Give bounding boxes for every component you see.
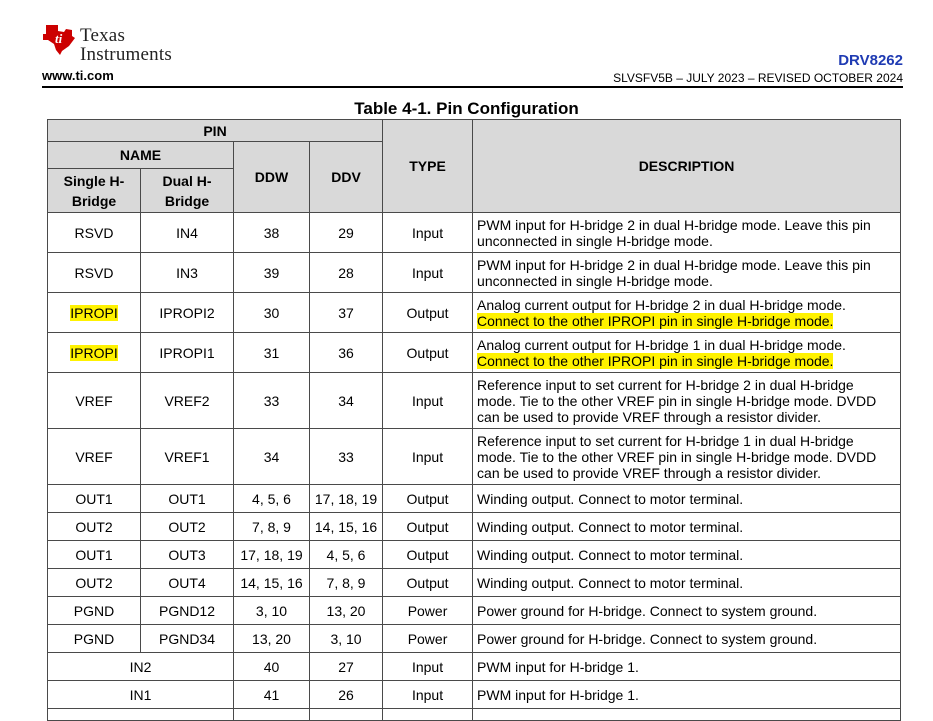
ddw-cell <box>234 333 310 373</box>
type-cell <box>383 373 473 429</box>
pin-row <box>48 513 901 541</box>
ddv-cell <box>310 253 383 293</box>
description-text: Power ground for H-bridge. Connect to system ground. <box>477 630 818 647</box>
empty-cell <box>383 709 473 721</box>
ddv-cell-text: 7, 8, 9 <box>326 574 366 591</box>
description-cell <box>473 429 901 485</box>
description-cell <box>473 625 901 653</box>
description-cell <box>473 485 901 513</box>
pin-row <box>48 373 901 429</box>
ddv-header: DDV <box>310 142 383 213</box>
pin-row <box>48 293 901 333</box>
name-header: NAME <box>48 142 234 169</box>
dual-name-cell <box>141 333 234 373</box>
pin-row <box>48 569 901 597</box>
ddv-cell <box>310 213 383 253</box>
ddw-cell-text: 30 <box>263 304 280 321</box>
description-cell <box>473 253 901 293</box>
single-name-cell-text: OUT1 <box>75 546 113 563</box>
single-name-cell-text: VREF <box>75 448 113 465</box>
pin-row <box>48 429 901 485</box>
single-name-cell-text: OUT1 <box>75 490 113 507</box>
ddw-cell <box>234 485 310 513</box>
pin-row <box>48 597 901 625</box>
type-cell <box>383 541 473 569</box>
description-cell <box>473 569 901 597</box>
dual-name-cell <box>141 253 234 293</box>
description-cell <box>473 373 901 429</box>
ddw-cell <box>234 541 310 569</box>
description-text: Winding output. Connect to motor terminal. <box>477 546 744 563</box>
description-text: Winding output. Connect to motor terminal. <box>477 490 744 507</box>
type-cell <box>383 569 473 597</box>
description-cell <box>473 541 901 569</box>
dual-name-cell-text: IPROPI1 <box>159 344 215 361</box>
single-name-cell-text: OUT2 <box>75 518 113 535</box>
ddw-cell <box>234 513 310 541</box>
pin-rows <box>48 213 901 721</box>
pin-row <box>48 541 901 569</box>
description-text: PWM input for H-bridge 2 in dual H-bridge mode. Leave this pin unconnected in single H-bridge mode. <box>477 256 871 289</box>
type-cell <box>383 253 473 293</box>
type-cell-text: Power <box>407 602 448 619</box>
ddv-cell: 27 <box>310 653 383 681</box>
description-cell <box>473 333 901 373</box>
pin-row <box>48 213 901 253</box>
empty-cell <box>310 709 383 721</box>
ddw-cell <box>234 429 310 485</box>
ti-wordmark: Texas Instruments <box>80 25 172 65</box>
ddw-cell <box>234 569 310 597</box>
type-cell-text: Output <box>406 304 449 321</box>
ti-logo[interactable] <box>42 24 172 64</box>
type-cell-text: Output <box>406 490 449 507</box>
ddw-header: DDW <box>234 142 310 213</box>
ddw-cell <box>234 373 310 429</box>
single-name-cell <box>48 569 141 597</box>
dual-name-cell-text: OUT4 <box>168 574 206 591</box>
single-name-cell <box>48 541 141 569</box>
dual-name-cell-text: IN4 <box>176 224 198 241</box>
ddv-cell <box>310 373 383 429</box>
ddv-cell-text: 14, 15, 16 <box>314 518 378 535</box>
description-text: Reference input to set current for H-bridge 1 in dual H-bridge mode. Tie to the other VREF pin in single H-bridge mode. DVDD can be used to provide VREF through a resistor divider. <box>477 432 877 481</box>
description-cell <box>473 213 901 253</box>
pin-row <box>48 485 901 513</box>
dual-name-cell <box>141 597 234 625</box>
type-cell <box>383 293 473 333</box>
single-name-cell-text: RSVD <box>74 264 114 281</box>
pin-header: PIN <box>48 120 383 142</box>
ddv-cell <box>310 485 383 513</box>
ddw-cell-text: 17, 18, 19 <box>240 546 303 563</box>
single-h-bridge-header: Single H-Bridge <box>48 169 141 213</box>
single-name-cell <box>48 597 141 625</box>
ddv-cell-text: 17, 18, 19 <box>314 490 378 507</box>
description-cell <box>473 513 901 541</box>
type-cell-text: Output <box>406 344 449 361</box>
dual-name-cell-text: IN3 <box>176 264 198 281</box>
dual-name-cell-text: IPROPI2 <box>159 304 215 321</box>
dual-h-bridge-header: Dual H-Bridge <box>141 169 234 213</box>
svg-text:ti: ti <box>55 31 63 46</box>
ddv-cell <box>310 625 383 653</box>
ddv-cell-text: 34 <box>338 392 354 409</box>
empty-cell <box>234 709 310 721</box>
type-cell-text: Input <box>411 392 444 409</box>
ddv-cell <box>310 333 383 373</box>
ddv-cell <box>310 541 383 569</box>
ddw-cell-text: 14, 15, 16 <box>240 574 303 591</box>
ddv-cell <box>310 569 383 597</box>
pin-row <box>48 681 901 709</box>
description-cell: PWM input for H-bridge 1. <box>473 681 901 709</box>
pin-configuration-table <box>47 119 901 721</box>
pin-row <box>48 333 901 373</box>
ddv-cell-text: 37 <box>338 304 354 321</box>
type-cell <box>383 597 473 625</box>
name-merged-cell: IN1 <box>48 681 234 709</box>
ddv-cell <box>310 597 383 625</box>
type-cell-text: Input <box>411 448 444 465</box>
dual-name-cell <box>141 373 234 429</box>
type-header: TYPE <box>383 120 473 213</box>
description-text: PWM input for H-bridge 2 in dual H-bridge mode. Leave this pin unconnected in single H-bridge mode. <box>477 216 871 249</box>
single-name-cell-text: PGND <box>73 630 115 647</box>
dual-name-cell <box>141 513 234 541</box>
ddw-cell <box>234 253 310 293</box>
type-cell-text: Power <box>407 630 448 647</box>
single-name-cell-text: IPROPI <box>70 344 118 361</box>
ddv-cell <box>310 429 383 485</box>
ddw-cell <box>234 293 310 333</box>
ddw-cell-text: 31 <box>263 344 280 361</box>
ddv-cell <box>310 293 383 333</box>
single-name-cell <box>48 373 141 429</box>
single-name-cell <box>48 625 141 653</box>
ddv-cell-text: 4, 5, 6 <box>326 546 366 563</box>
ddv-cell: 26 <box>310 681 383 709</box>
ddv-cell-text: 36 <box>338 344 354 361</box>
type-cell <box>383 429 473 485</box>
single-name-cell <box>48 513 141 541</box>
ddv-cell-text: 33 <box>338 448 354 465</box>
dual-name-cell <box>141 429 234 485</box>
ddw-cell: 41 <box>234 681 310 709</box>
single-name-cell-text: PGND <box>73 602 115 619</box>
single-name-cell-text: VREF <box>75 392 113 409</box>
single-name-cell <box>48 213 141 253</box>
part-number-link[interactable]: DRV8262 <box>838 52 903 69</box>
single-name-cell <box>48 253 141 293</box>
dual-name-cell-text: OUT2 <box>168 518 206 535</box>
dual-name-cell <box>141 625 234 653</box>
dual-name-cell <box>141 569 234 597</box>
ddw-cell-text: 4, 5, 6 <box>252 490 291 507</box>
type-cell <box>383 213 473 253</box>
ddw-cell-text: 39 <box>263 264 280 281</box>
dual-name-cell-text: OUT3 <box>168 546 206 563</box>
pin-row <box>48 653 901 681</box>
single-name-cell <box>48 293 141 333</box>
single-name-cell-text: OUT2 <box>75 574 113 591</box>
pin-row <box>48 253 901 293</box>
description-cell: PWM input for H-bridge 1. <box>473 653 901 681</box>
type-cell-text: Output <box>406 518 449 535</box>
dual-name-cell-text: OUT1 <box>168 490 206 507</box>
ddw-cell <box>234 625 310 653</box>
description-text: Reference input to set current for H-bridge 2 in dual H-bridge mode. Tie to the other VREF pin in single H-bridge mode. DVDD can be used to provide VREF through a resistor divider. <box>477 376 877 425</box>
ddw-cell: 40 <box>234 653 310 681</box>
single-name-cell <box>48 333 141 373</box>
dual-name-cell-text: VREF2 <box>164 392 210 409</box>
description-cell <box>473 293 901 333</box>
description-text: Winding output. Connect to motor terminal. <box>477 518 744 535</box>
document-number: SLVSFV5B – JULY 2023 – REVISED OCTOBER 2024 <box>613 71 903 85</box>
ddw-cell-text: 13, 20 <box>252 630 291 647</box>
description-highlight-text: Connect to the other IPROPI pin in single H-bridge mode. <box>477 312 834 329</box>
description-highlight-text: Connect to the other IPROPI pin in single H-bridge mode. <box>477 352 834 369</box>
ddv-cell-text: 28 <box>338 264 354 281</box>
pin-row <box>48 625 901 653</box>
single-name-cell <box>48 485 141 513</box>
texas-state-logo-icon <box>42 24 76 56</box>
table-title: Table 4-1. Pin Configuration <box>354 99 579 118</box>
ddw-cell-text: 33 <box>263 392 280 409</box>
description-header: DESCRIPTION <box>473 120 901 213</box>
dual-name-cell <box>141 293 234 333</box>
dual-name-cell-text: PGND34 <box>158 630 216 647</box>
dual-name-cell <box>141 485 234 513</box>
single-name-cell-text: IPROPI <box>70 304 118 321</box>
ddv-cell-text: 13, 20 <box>326 602 366 619</box>
description-text: Analog current output for H-bridge 1 in dual H-bridge mode. <box>477 336 846 353</box>
ddv-cell-text: 29 <box>338 224 354 241</box>
header-divider <box>42 86 903 88</box>
description-text: Winding output. Connect to motor terminal. <box>477 574 744 591</box>
type-cell-text: Input <box>411 224 444 241</box>
type-cell-text: Input <box>411 264 444 281</box>
description-text: Analog current output for H-bridge 2 in dual H-bridge mode. <box>477 296 846 313</box>
description-cell <box>473 597 901 625</box>
dual-name-cell-text: VREF1 <box>164 448 210 465</box>
website-link[interactable]: www.ti.com <box>42 68 114 83</box>
single-name-cell <box>48 429 141 485</box>
type-cell <box>383 513 473 541</box>
ddw-cell-text: 38 <box>263 224 280 241</box>
type-cell-text: Output <box>406 574 449 591</box>
ddw-cell <box>234 597 310 625</box>
ddw-cell <box>234 213 310 253</box>
ddw-cell-text: 34 <box>263 448 280 465</box>
ddw-cell-text: 7, 8, 9 <box>252 518 291 535</box>
dual-name-cell <box>141 213 234 253</box>
ddw-cell-text: 3, 10 <box>255 602 288 619</box>
single-name-cell-text: RSVD <box>74 224 114 241</box>
type-cell <box>383 625 473 653</box>
ddv-cell-text: 3, 10 <box>330 630 362 647</box>
ddv-cell <box>310 513 383 541</box>
type-cell <box>383 333 473 373</box>
name-merged-cell: IN2 <box>48 653 234 681</box>
dual-name-cell-text: PGND12 <box>158 602 216 619</box>
empty-cell <box>48 709 234 721</box>
pin-row <box>48 709 901 721</box>
description-text: Power ground for H-bridge. Connect to system ground. <box>477 602 818 619</box>
dual-name-cell <box>141 541 234 569</box>
type-cell: Input <box>383 653 473 681</box>
type-cell-text: Output <box>406 546 449 563</box>
type-cell <box>383 485 473 513</box>
type-cell: Input <box>383 681 473 709</box>
empty-cell <box>473 709 901 721</box>
